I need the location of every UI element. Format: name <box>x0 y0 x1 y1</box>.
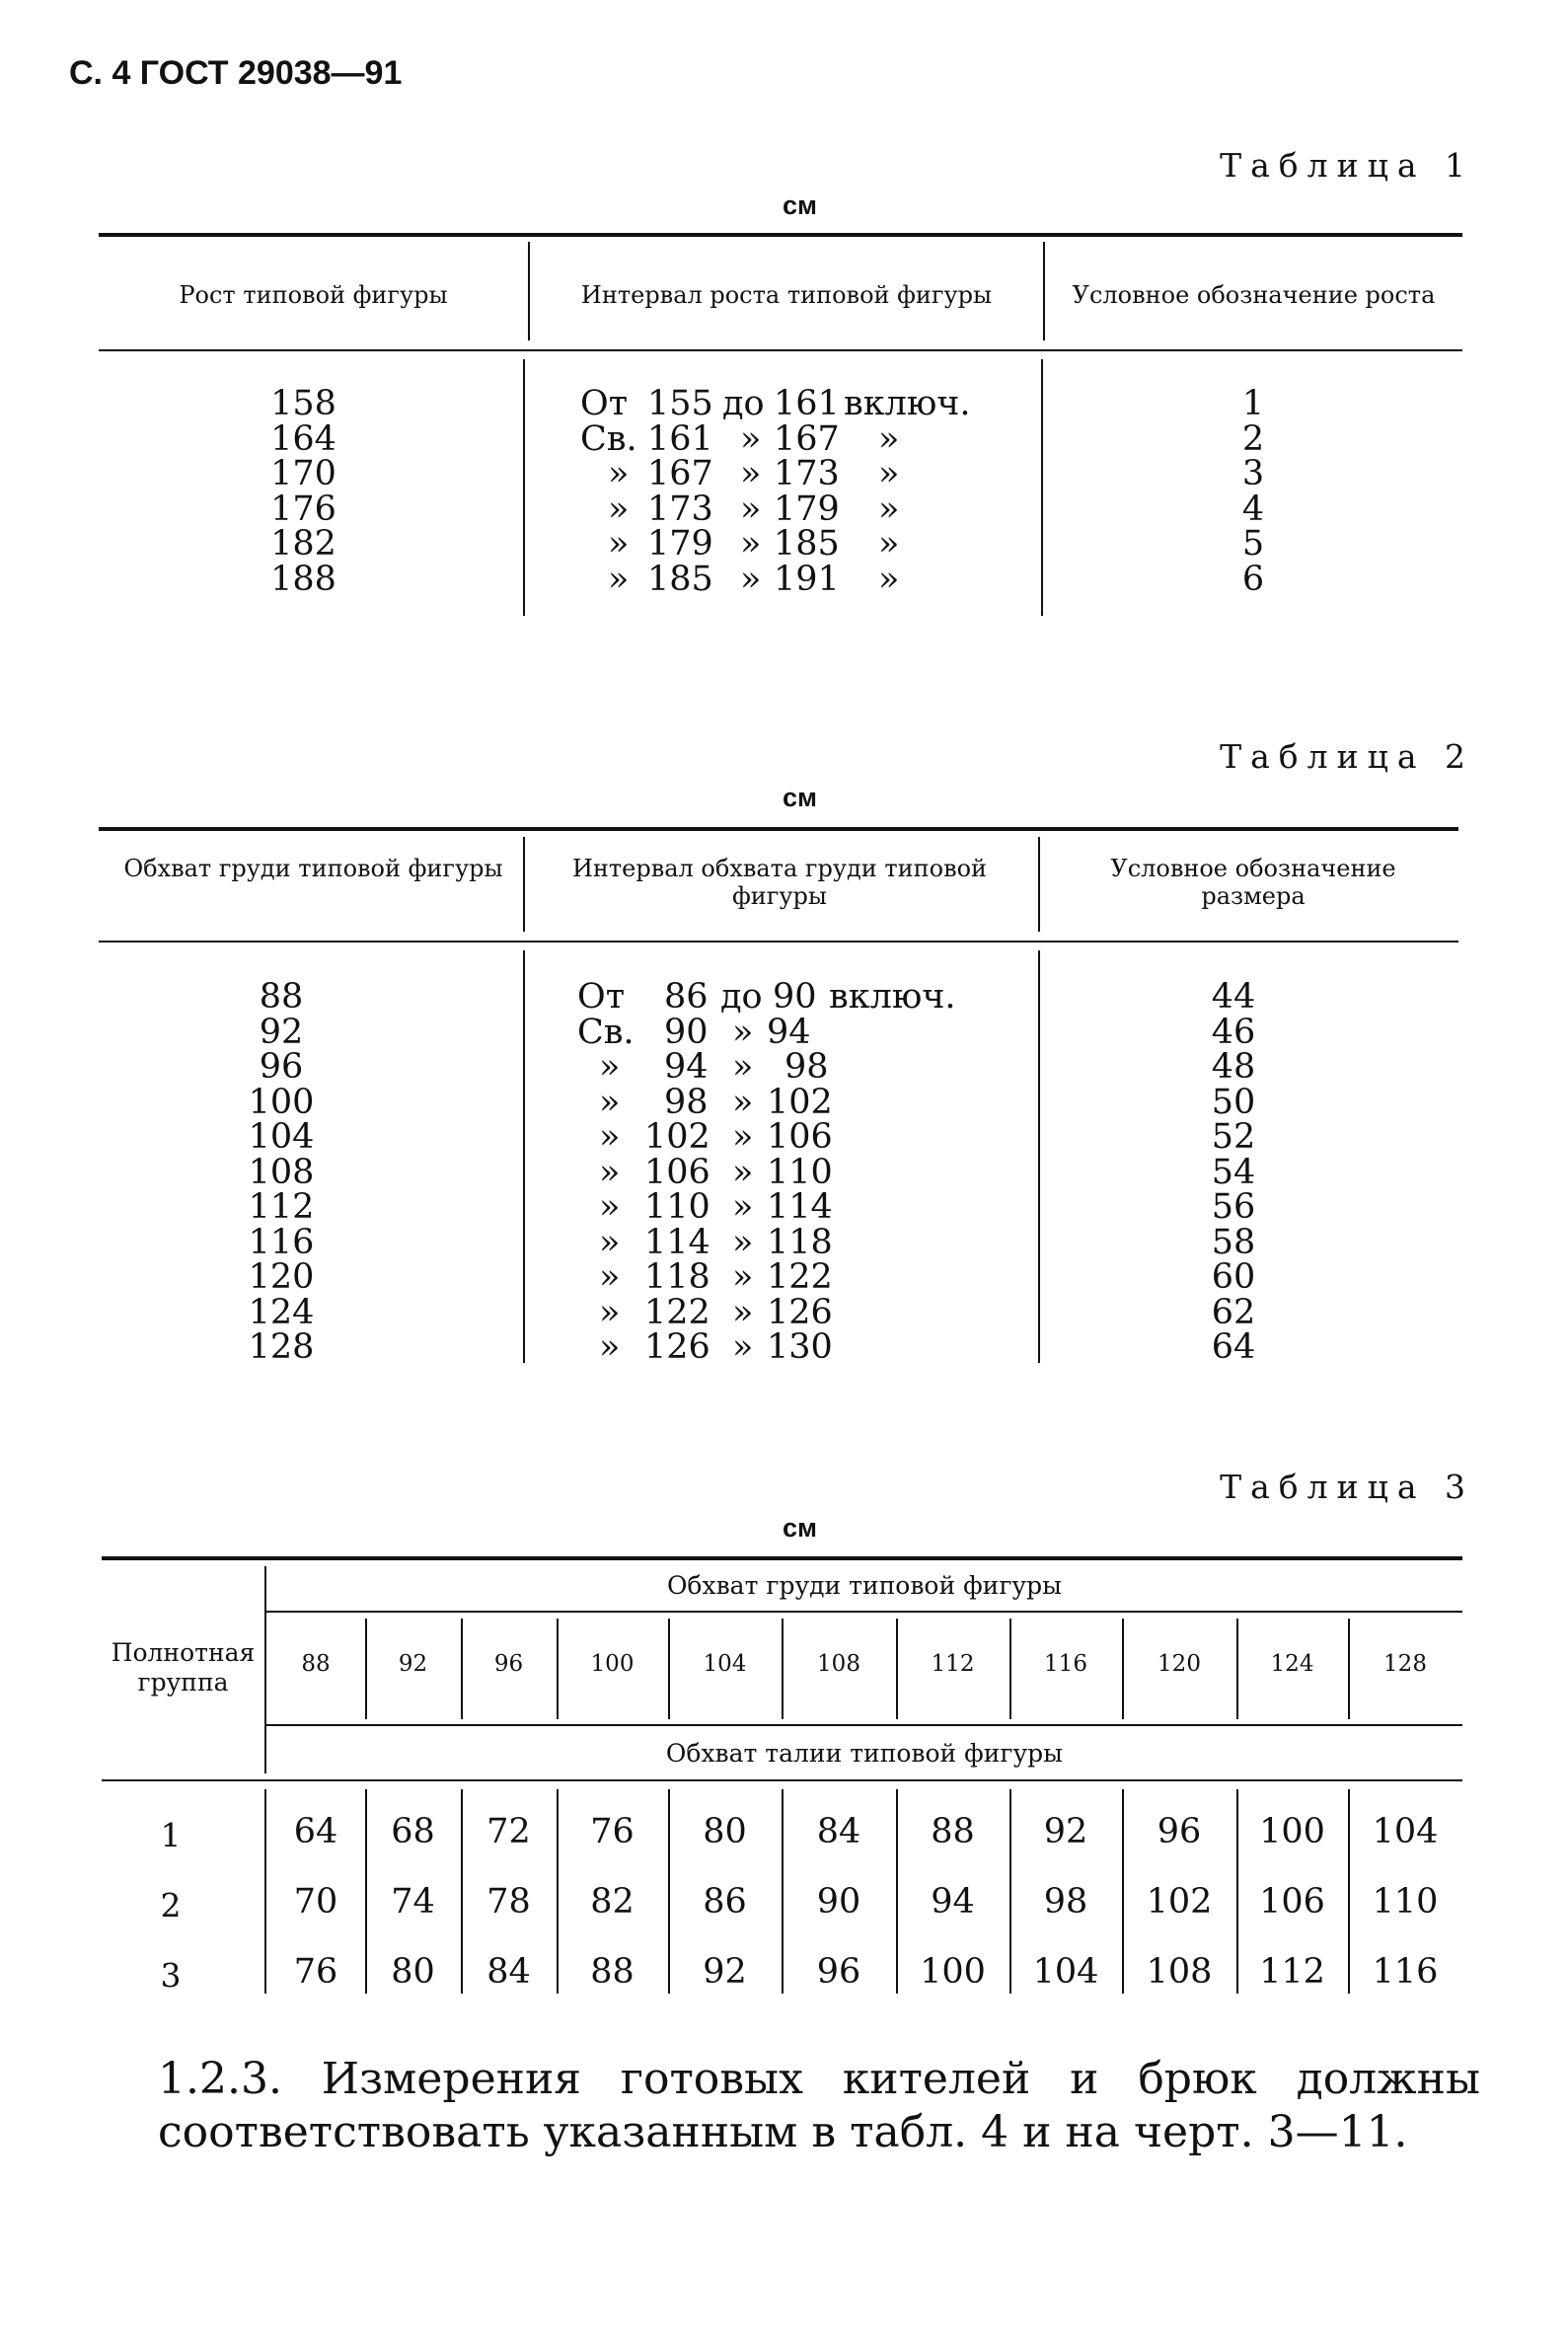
table-cell: 86 <box>703 1882 747 1922</box>
range-sep: » <box>740 418 762 459</box>
table-cell: 170 <box>270 454 336 493</box>
table-row <box>102 1882 1462 1926</box>
table-cell: 72 <box>486 1812 531 1851</box>
range-suffix: » <box>878 559 900 599</box>
range-sep: » <box>740 489 762 529</box>
range-prefix: » <box>599 1292 621 1332</box>
table-cell: 104 <box>1372 1812 1439 1851</box>
table-1-title: Таблица 1 <box>1220 146 1474 185</box>
table-cell: 98 <box>1043 1882 1088 1922</box>
range-prefix: » <box>608 489 630 529</box>
table-cell: 3 <box>160 1956 182 1995</box>
range-suffix: » <box>878 418 900 459</box>
table-cell: 62 <box>1211 1292 1256 1332</box>
table-2-top-rule <box>99 827 1458 831</box>
table-1-col-height: Рост типовой фигуры <box>179 281 448 309</box>
table-2-intervals <box>577 977 972 1367</box>
range-suffix: включ. <box>829 977 956 1017</box>
table-row <box>577 1222 972 1262</box>
range-from: 167 <box>647 454 713 493</box>
range-from: 118 <box>644 1257 710 1297</box>
table-cell: 3 <box>1241 454 1265 493</box>
table-cell: 2 <box>1241 418 1265 459</box>
range-sep: » <box>732 1012 754 1052</box>
table-3-title: Таблица 3 <box>1220 1468 1474 1506</box>
table-cell: 92 <box>1043 1812 1088 1851</box>
table-cell: 128 <box>1383 1651 1427 1677</box>
range-suffix: » <box>878 454 900 493</box>
table-cell: 100 <box>1259 1812 1325 1851</box>
range-to: 167 <box>774 418 840 459</box>
table-row <box>577 1327 972 1367</box>
table-cell: 102 <box>1146 1882 1213 1922</box>
table-cell: 68 <box>391 1812 435 1851</box>
range-from: 185 <box>647 559 713 599</box>
table-row <box>572 418 967 459</box>
table-row <box>102 1812 1462 1856</box>
table-3-top-rule <box>102 1556 1462 1560</box>
table-row <box>577 1047 972 1087</box>
range-to: 173 <box>774 454 840 493</box>
range-prefix: От <box>580 384 629 423</box>
table-cell: 112 <box>1259 1952 1325 1992</box>
range-suffix: » <box>878 524 900 564</box>
table-row <box>577 1257 972 1297</box>
range-prefix: » <box>599 1117 621 1157</box>
table-cell: 88 <box>301 1651 331 1677</box>
table-cell: 104 <box>1032 1952 1099 1992</box>
range-from: 110 <box>644 1187 710 1227</box>
table-cell: 96 <box>816 1952 861 1992</box>
range-sep: » <box>732 1082 754 1122</box>
table-1-heights <box>197 384 410 599</box>
table-3-chest-header: Обхват груди типовой фигуры <box>666 1571 1063 1600</box>
range-sep: » <box>732 1187 754 1227</box>
table-cell: 44 <box>1211 977 1256 1017</box>
table-cell: 88 <box>590 1952 635 1992</box>
body-paragraph: 1.2.3. Измерения готовых кителей и брюк должны соответствовать указанным в табл. 4 и на черт. 3—11. <box>158 2054 1480 2157</box>
range-from: 173 <box>647 489 713 529</box>
table-cell: 124 <box>248 1292 315 1332</box>
table-cell: 120 <box>248 1257 315 1297</box>
range-from: 98 <box>664 1082 709 1122</box>
table-cell: 52 <box>1211 1117 1256 1157</box>
range-prefix: » <box>608 559 630 599</box>
range-to: 118 <box>767 1222 833 1262</box>
table-row <box>572 384 971 423</box>
table-cell: 120 <box>1157 1651 1201 1677</box>
table-cell: 46 <box>1211 1012 1256 1052</box>
table-3-group-header: Полнотная группа <box>111 1638 256 1697</box>
table-cell: 92 <box>703 1952 747 1992</box>
range-from: 90 <box>664 1012 709 1052</box>
table-row <box>577 977 972 1017</box>
range-prefix: » <box>599 1222 621 1262</box>
range-prefix: » <box>608 454 630 493</box>
table-cell: 112 <box>248 1187 315 1227</box>
table-cell: 112 <box>931 1651 975 1677</box>
range-prefix: Св. <box>577 1012 635 1052</box>
range-from: 102 <box>644 1117 710 1157</box>
table-2-divider <box>523 950 525 1363</box>
table-cell: 64 <box>293 1812 338 1851</box>
table-cell: 94 <box>931 1882 975 1922</box>
table-3-waist-header: Обхват талии типовой фигуры <box>665 1739 1064 1768</box>
table-cell: 1 <box>160 1816 182 1854</box>
table-2-unit: см <box>783 783 817 812</box>
table-cell: 104 <box>248 1117 315 1157</box>
table-cell: 84 <box>816 1812 861 1851</box>
table-row <box>572 559 967 599</box>
range-to: 126 <box>767 1292 833 1332</box>
range-prefix: » <box>599 1047 621 1087</box>
table-row <box>577 1117 972 1157</box>
range-to: 185 <box>774 524 840 564</box>
range-to: 94 <box>767 1012 811 1052</box>
table-cell: 100 <box>590 1651 635 1677</box>
table-cell: 90 <box>816 1882 861 1922</box>
range-from: 106 <box>644 1152 710 1192</box>
range-sep: » <box>732 1222 754 1262</box>
table-row <box>102 1952 1462 1997</box>
table-cell: 5 <box>1241 524 1265 564</box>
range-sep: » <box>732 1152 754 1192</box>
table-cell: 78 <box>486 1882 531 1922</box>
range-sep: » <box>740 524 762 564</box>
range-from: 179 <box>647 524 713 564</box>
table-row <box>572 489 967 529</box>
range-to: 90 <box>773 977 817 1017</box>
range-sep: » <box>732 1292 754 1332</box>
table-cell: 76 <box>590 1812 635 1851</box>
table-cell: 2 <box>160 1886 182 1924</box>
table-3-unit: см <box>783 1513 817 1543</box>
range-sep: до <box>722 384 765 423</box>
table-cell: 116 <box>1372 1952 1439 1992</box>
table-2-divider <box>1038 837 1040 932</box>
range-suffix: » <box>878 489 900 529</box>
table-cell: 74 <box>391 1882 435 1922</box>
table-cell: 84 <box>486 1952 531 1992</box>
range-prefix: » <box>599 1257 621 1297</box>
range-to: 98 <box>784 1047 829 1087</box>
table-3-header-rule <box>102 1779 1462 1781</box>
table-1-divider <box>523 359 525 616</box>
table-cell: 108 <box>817 1651 860 1677</box>
range-to: 114 <box>767 1187 833 1227</box>
table-cell: 110 <box>1372 1882 1439 1922</box>
table-row <box>572 454 967 493</box>
range-sep: » <box>740 454 762 493</box>
table-cell: 96 <box>493 1651 524 1677</box>
table-cell: 92 <box>398 1651 428 1677</box>
table-cell: 88 <box>931 1812 975 1851</box>
table-row <box>577 1187 972 1227</box>
table-cell: 116 <box>1044 1651 1087 1677</box>
table-2-codes <box>1145 977 1322 1367</box>
range-prefix: От <box>577 977 626 1017</box>
table-cell: 50 <box>1211 1082 1256 1122</box>
table-row <box>577 1292 972 1332</box>
table-cell: 106 <box>1259 1882 1325 1922</box>
range-sep: » <box>732 1047 754 1087</box>
table-cell: 4 <box>1241 489 1265 529</box>
range-to: 110 <box>767 1152 833 1192</box>
range-prefix: » <box>599 1327 621 1367</box>
range-prefix: » <box>608 524 630 564</box>
range-sep: » <box>732 1257 754 1297</box>
table-cell: 96 <box>259 1047 304 1087</box>
range-prefix: » <box>599 1152 621 1192</box>
range-prefix: Св. <box>580 418 637 459</box>
table-cell: 70 <box>293 1882 338 1922</box>
range-from: 126 <box>644 1327 710 1367</box>
page-header: С. 4 ГОСТ 29038—91 <box>69 54 403 92</box>
table-1-col-code: Условное обозначение роста <box>1072 281 1436 309</box>
table-cell: 100 <box>920 1952 986 1992</box>
range-sep: » <box>732 1117 754 1157</box>
range-from: 86 <box>664 977 709 1017</box>
table-cell: 80 <box>391 1952 435 1992</box>
table-cell: 76 <box>293 1952 338 1992</box>
table-1-col-interval: Интервал роста типовой фигуры <box>580 281 993 309</box>
table-1-divider <box>1041 359 1043 616</box>
range-suffix: включ. <box>844 384 971 423</box>
range-from: 122 <box>644 1292 710 1332</box>
table-row <box>577 1082 972 1122</box>
table-cell: 56 <box>1211 1187 1256 1227</box>
table-row <box>572 524 967 564</box>
table-cell: 92 <box>259 1012 304 1052</box>
range-to: 106 <box>767 1117 833 1157</box>
table-cell: 164 <box>270 418 336 459</box>
range-sep: » <box>740 559 762 599</box>
table-cell: 58 <box>1211 1222 1256 1262</box>
range-from: 114 <box>644 1222 710 1262</box>
table-cell: 80 <box>703 1812 747 1851</box>
table-cell: 1 <box>1241 384 1265 423</box>
range-from: 94 <box>664 1047 709 1087</box>
table-cell: 88 <box>259 977 304 1017</box>
range-to: 122 <box>767 1257 833 1297</box>
range-from: 155 <box>647 384 713 423</box>
table-cell: 60 <box>1211 1257 1256 1297</box>
table-cell: 158 <box>270 384 336 423</box>
table-2-divider <box>523 837 525 932</box>
range-prefix: » <box>599 1187 621 1227</box>
table-cell: 108 <box>248 1152 315 1192</box>
table-3-size-row <box>266 1619 1462 1719</box>
table-cell: 54 <box>1211 1152 1256 1192</box>
table-cell: 96 <box>1157 1812 1202 1851</box>
table-cell: 108 <box>1146 1952 1213 1992</box>
table-1-codes <box>1145 384 1362 599</box>
table-2-chests <box>192 977 370 1367</box>
table-cell: 6 <box>1241 559 1265 599</box>
table-cell: 82 <box>590 1882 635 1922</box>
table-2-col-interval: Интервал обхвата груди типовой фигуры <box>571 855 988 910</box>
range-prefix: » <box>599 1082 621 1122</box>
table-cell: 100 <box>248 1082 315 1122</box>
table-2-title: Таблица 2 <box>1220 737 1474 776</box>
range-sep: » <box>732 1327 754 1367</box>
table-1-intervals <box>572 384 971 599</box>
table-cell: 182 <box>270 524 336 564</box>
range-to: 161 <box>774 384 840 423</box>
table-1-top-rule <box>99 233 1462 237</box>
table-row <box>577 1012 972 1052</box>
range-sep: до <box>720 977 763 1017</box>
table-2-divider <box>1038 950 1040 1363</box>
table-2-col-code: Условное обозначение размера <box>1110 855 1396 910</box>
range-to: 130 <box>767 1327 833 1367</box>
range-from: 161 <box>647 418 713 459</box>
table-1-unit: см <box>783 190 817 220</box>
range-to: 102 <box>767 1082 833 1122</box>
table-3-chest-rule <box>266 1611 1462 1613</box>
table-row <box>577 1152 972 1192</box>
range-to: 179 <box>774 489 840 529</box>
table-1-header-rule <box>99 349 1462 351</box>
table-cell: 188 <box>270 559 336 599</box>
table-cell: 116 <box>248 1222 315 1262</box>
table-cell: 104 <box>703 1651 747 1677</box>
table-cell: 48 <box>1211 1047 1256 1087</box>
table-3-size-rule <box>266 1724 1462 1726</box>
table-cell: 128 <box>248 1327 315 1367</box>
range-to: 191 <box>774 559 840 599</box>
table-cell: 124 <box>1270 1651 1314 1677</box>
table-2-header-rule <box>99 941 1458 943</box>
table-2-col-chest: Обхват груди типовой фигуры <box>123 855 503 882</box>
table-cell: 176 <box>270 489 336 529</box>
table-cell: 64 <box>1211 1327 1256 1367</box>
